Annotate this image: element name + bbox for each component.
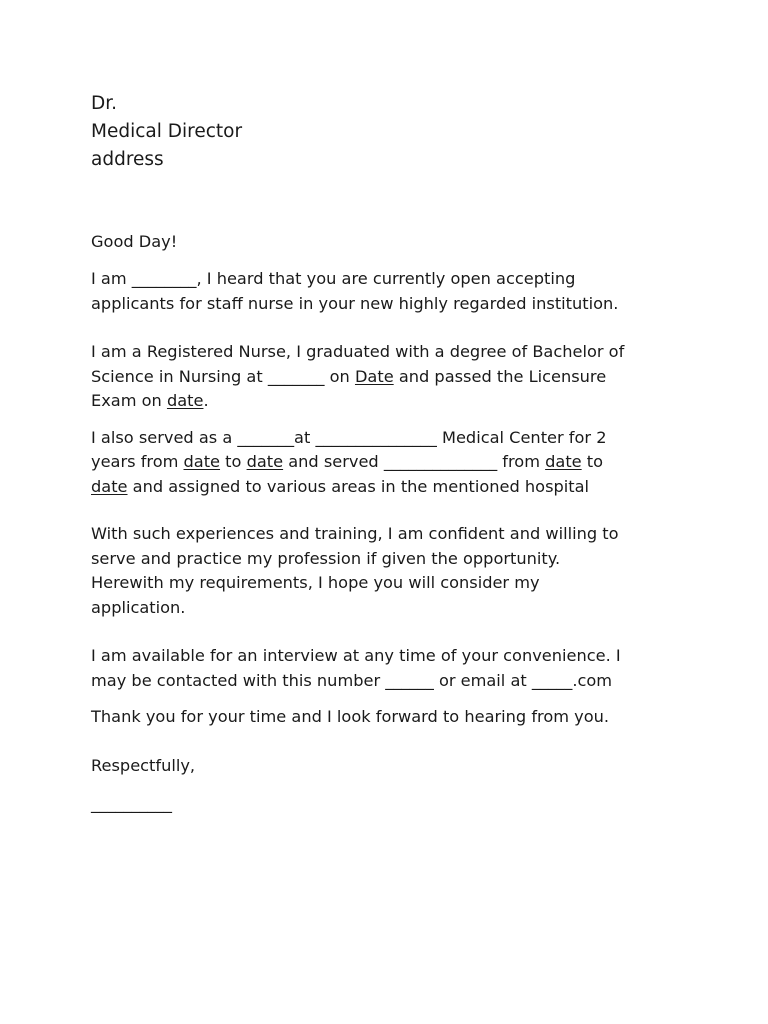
paragraph-2-line-2 [91,365,606,389]
paragraph-1-line-2: applicants for staff nurse in your new highly regarded institution. [91,294,619,313]
paragraph-3-line-2 [91,450,603,474]
paragraph-2-line-3 [91,389,209,413]
paragraph-4-line-4: application. [91,598,186,617]
text-segment: and assigned to various areas in the mentioned hospital [127,477,590,496]
closing: Respectfully, [91,756,196,775]
paragraph-1-line-1: I am ________, I heard that you are currently open accepting [91,269,576,288]
date-placeholder: date [246,452,284,471]
paragraph-6: Thank you for your time and I look forward to hearing from you. [91,707,610,726]
recipient-address: address [91,149,164,170]
recipient-title: Dr. [91,93,118,114]
date-placeholder: Date [354,367,394,386]
text-segment: years from [91,452,184,471]
date-placeholder: date [166,391,204,410]
recipient-position: Medical Director [91,121,243,142]
text-segment: Science in Nursing at _______ on [91,367,355,386]
paragraph-4-line-3: Herewith my requirements, I hope you will consider my [91,573,540,592]
paragraph-2-line-1: I am a Registered Nurse, I graduated with a degree of Bachelor of [91,342,625,361]
greeting: Good Day! [91,232,178,251]
date-placeholder: date [183,452,221,471]
paragraph-5-line-2: may be contacted with this number ______ or email at _____.com [91,671,613,690]
text-segment: . [203,391,209,410]
date-placeholder: date [91,477,128,496]
paragraph-4-line-1: With such experiences and training, I am confident and willing to [91,524,619,543]
text-segment: Exam on [91,391,167,410]
signature-line: __________ [91,794,172,813]
date-placeholder: date [545,452,582,471]
text-segment: to [220,452,247,471]
paragraph-3-line-1: I also served as a _______at _______________ Medical Center for 2 [91,428,607,447]
paragraph-4-line-2: serve and practice my profession if given the opportunity. [91,549,561,568]
paragraph-5-line-1: I am available for an interview at any time of your convenience. I [91,646,621,665]
paragraph-3-line-3 [91,475,589,499]
text-segment: and passed the Licensure [393,367,607,386]
text-segment: and served ______________ from [283,452,546,471]
text-segment: to [581,452,604,471]
